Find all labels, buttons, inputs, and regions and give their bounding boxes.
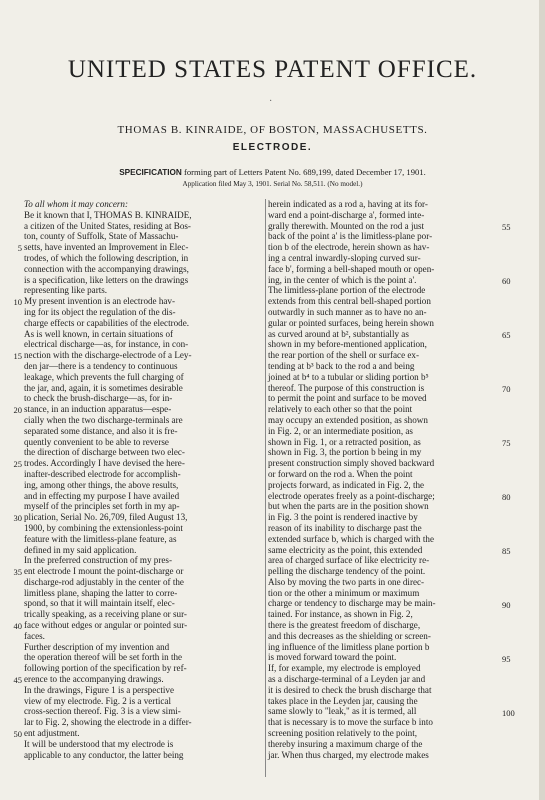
line-number: 40 [13, 621, 22, 632]
left-column-line: connection with the accompanying drawings, [24, 263, 189, 274]
left-column-line: cross-section thereof. Fig. 3 is a view simi- [24, 706, 181, 717]
right-column-line: screening position relatively to the point, [268, 728, 418, 739]
line-number: 50 [13, 729, 22, 740]
right-column-line: and this decreases as the shielding or screen- [268, 630, 431, 641]
left-column-line: Further description of my invention and [24, 641, 170, 652]
right-column-line: The limitless-plane portion of the electrode [268, 285, 426, 296]
right-column-line: tending at b³ back to the rod a and being [268, 360, 415, 371]
right-column-line: back of the point a' is the limitless-plane por- [268, 231, 433, 242]
right-column-line: gular or pointed surfaces, being herein shown [268, 317, 434, 328]
left-column-line: nection with the discharge-electrode of a Ley- [24, 350, 192, 361]
right-column [268, 199, 500, 760]
left-column-line: cially when the two discharge-terminals are [24, 414, 183, 425]
left-column-line: a citizen of the United States, residing at Bos- [24, 220, 191, 231]
spec-details: forming part of Letters Patent No. 689,199, dated December 17, 1901. [184, 167, 426, 177]
column-divider [265, 199, 266, 777]
left-column-line: faces. [24, 630, 45, 641]
spec-prefix: SPECIFICATION [119, 168, 182, 177]
right-column-line: ward end a point-discharge a', formed inte- [268, 209, 425, 220]
left-column-line: ing for its object the regulation of the dis- [24, 306, 176, 317]
right-column-line: shown in Fig. 1, or a retracted position, as [268, 436, 421, 447]
right-column-line: Also by moving the two parts in one direc- [268, 576, 425, 587]
right-column-line: face b', forming a bell-shaped mouth or open- [268, 263, 435, 274]
title-dot: · [269, 96, 273, 107]
line-number: 75 [502, 437, 511, 448]
right-column-line: in Fig. 2, or an intermediate position, as [268, 425, 413, 436]
right-column-line: electrode operates freely as a point-discharge; [268, 490, 435, 501]
left-column-line: the jar, and, again, it is sometimes desirable [24, 382, 183, 393]
right-column-line: it is desired to check the brush discharge that [268, 684, 432, 695]
right-column-line: reason of its inability to discharge past the [268, 522, 422, 533]
left-column-line: myself of the principles set forth in my ap- [24, 501, 180, 512]
line-number: 85 [502, 545, 511, 556]
right-column-line: ing influence of the limitless plane portion b [268, 641, 430, 652]
right-column-line: herein indicated as a rod a, having at its for- [268, 199, 428, 209]
right-column-line: tion b of the electrode, herein shown as hav- [268, 242, 430, 253]
document-title: UNITED STATES PATENT OFFICE. [67, 56, 478, 83]
left-column-line: It will be understood that my electrode is [24, 738, 174, 749]
right-column-line: as curved around at b², substantially as [268, 328, 409, 339]
right-column-line: is moved forward toward the point. [268, 652, 397, 663]
left-column-line: the operation thereof will be set forth in the [24, 652, 183, 663]
left-column-line: ton, county of Suffolk, State of Massachu- [24, 231, 179, 242]
left-column-line: view of my electrode. Fig. 2 is a vertical [24, 695, 171, 706]
page-edge [539, 0, 545, 800]
left-column-line: In the preferred construction of my pres- [24, 555, 172, 566]
right-column-line: in Fig. 3 the point is rendered inactive by [268, 512, 418, 523]
left-column-line: 1900, by combining the extensionless-point [24, 522, 183, 533]
right-column-line: the rear portion of the shell or surface ex- [268, 350, 419, 361]
left-column-line: den jar—there is a tendency to continuous [24, 360, 178, 371]
left-column-line: ent adjustment. [24, 728, 80, 739]
left-column-line: representing like parts. [24, 285, 108, 296]
right-column-line: ing, in the center of which is the point a'. [268, 274, 417, 285]
line-number: 20 [13, 405, 22, 416]
right-column-line: there is the greatest freedom of discharge, [268, 620, 421, 631]
left-column-line: ing, among other things, the above results, [24, 479, 179, 490]
right-column-line: to permit the point and surface to be moved [268, 393, 427, 404]
left-column-line: separated some distance, and also it is fre- [24, 425, 178, 436]
line-number: 15 [13, 351, 22, 362]
left-column-line: applicable to any conductor, the latter being [24, 749, 184, 760]
line-number: 55 [502, 221, 511, 232]
left-column-line: to check the brush-discharge—as, for in- [24, 393, 173, 404]
line-number: 60 [502, 275, 511, 286]
right-column-line: area of charged surface of like electricity re- [268, 555, 430, 566]
line-number: 45 [13, 675, 22, 686]
left-column-line: In the drawings, Figure 1 is a perspective [24, 684, 175, 695]
specification-line [0, 167, 545, 177]
left-column-line: ent electrode I mount the point-discharge or [24, 566, 184, 577]
right-column-line: same electricity as the point, this extended [268, 544, 423, 555]
right-column-line: takes place in the Leyden jar, causing the [268, 695, 418, 706]
right-column-line: may occupy an extended position, as shown [268, 414, 428, 425]
left-column-line: face without edges or angular or pointed sur- [24, 620, 188, 631]
line-number: 5 [17, 243, 22, 254]
right-column-line: If, for example, my electrode is employed [268, 663, 421, 674]
line-number: 70 [502, 383, 511, 394]
left-column-line: limitless plane, shaping the latter to corre- [24, 587, 178, 598]
right-column-line: relatively to each other so that the point [268, 404, 413, 415]
right-column-line: extended surface b, which is charged with the [268, 533, 434, 544]
application-line: Application filed May 3, 1901. Serial No. 58,511. (No model.) [182, 180, 363, 188]
left-column-line: is a specification, like letters on the drawings [24, 274, 189, 285]
line-number: 65 [502, 329, 511, 340]
right-column-line: thereby insuring a maximum charge of the [268, 738, 423, 749]
line-number: 100 [502, 707, 515, 718]
right-column-line: tion or the other a minimum or maximum [268, 587, 420, 598]
right-column-line: present construction simply shoved backward [268, 458, 435, 469]
patent-subject: ELECTRODE. [232, 142, 313, 153]
author-line: THOMAS B. KINRAIDE, OF BOSTON, MASSACHUSETTS. [117, 124, 428, 136]
right-column-line: tained. For instance, as shown in Fig. 2, [268, 609, 413, 620]
left-column-line: spond, so that it will maintain itself, elec- [24, 598, 175, 609]
right-column-line: that is necessary is to move the surface b into [268, 717, 433, 728]
right-column-line: or forward on the rod a. When the point [268, 468, 413, 479]
left-column-line: inafter-described electrode for accomplish- [24, 468, 181, 479]
line-number: 90 [502, 599, 511, 610]
right-column-line: thereof. The purpose of this construction is [268, 382, 425, 393]
left-column-line: defined in my said application. [24, 544, 137, 555]
left-column-line: setts, have invented an Improvement in Elec- [24, 242, 189, 253]
right-column-line: jar. When thus charged, my electrode makes [268, 749, 429, 760]
left-column-line: stance, in an induction apparatus—espe- [24, 404, 172, 415]
left-column-line: quently convenient to be able to reverse [24, 436, 169, 447]
left-column-line: the direction of discharge between two elec- [24, 447, 185, 458]
right-column-line: shown in Fig. 3, the portion b being in my [268, 447, 422, 458]
left-column-line: erence to the accompanying drawings. [24, 674, 164, 685]
left-column-line: discharge-rod adjustably in the center of the [24, 576, 184, 587]
left-column-line: trodes. Accordingly I have devised the here- [24, 458, 185, 469]
right-column-line: shown in my before-mentioned application, [268, 339, 427, 350]
line-number: 80 [502, 491, 511, 502]
right-column-line: outwardly in such manner as to have no an- [268, 306, 427, 317]
left-column-line: electrical discharge—as, for instance, in con- [24, 339, 189, 350]
right-column-line: pelling the discharge tendency of the point. [268, 566, 426, 577]
left-column-line: My present invention is an electrode hav- [24, 296, 176, 307]
right-column-line: same slowly to "leak," as it is termed, all [268, 706, 417, 717]
right-column-line: but when the parts are in the position shown [268, 501, 429, 512]
line-number: 95 [502, 653, 511, 664]
line-number: 30 [13, 513, 22, 524]
left-column-line: and in effecting my purpose I have availed [24, 490, 180, 501]
line-number: 35 [13, 567, 22, 578]
left-column-line: To all whom it may concern: [24, 199, 128, 209]
left-column-line: charge effects or capabilities of the electrode. [24, 317, 190, 328]
right-column-line: charge or tendency to discharge may be main- [268, 598, 436, 609]
right-column-line: projects forward, as indicated in Fig. 2, the [268, 479, 425, 490]
right-column-line: as a discharge-terminal of a Leyden jar and [268, 674, 426, 685]
left-column-line: trically speaking, as a receiving plane or sur- [24, 609, 187, 620]
right-column-line: ing a central inwardly-sloping curved sur- [268, 252, 421, 263]
left-column-line: leakage, which prevents the full charging of [24, 371, 184, 382]
left-column-line: As is well known, in certain situations of [24, 328, 174, 339]
line-number: 25 [13, 459, 22, 470]
left-column-line: trodes, of which the following description, in [24, 252, 189, 263]
left-column-line: Be it known that I, THOMAS B. KINRAIDE, [24, 209, 192, 220]
right-column-line: grally therewith. Mounted on the rod a just [268, 220, 425, 231]
left-column-line: following portion of the specification by ref- [24, 663, 187, 674]
left-column-line: lar to Fig. 2, showing the electrode in a differ- [24, 717, 192, 728]
left-column-line: feature with the limitless-plane feature, as [24, 533, 177, 544]
line-number: 10 [13, 297, 22, 308]
right-column-line: joined at b⁴ to a tubular or sliding portion b⁵ [268, 371, 429, 382]
left-column [24, 199, 264, 760]
right-column-line: extends from this central bell-shaped portion [268, 296, 431, 307]
left-column-line: plication, Serial No. 26,709, filed August 13, [24, 512, 188, 523]
